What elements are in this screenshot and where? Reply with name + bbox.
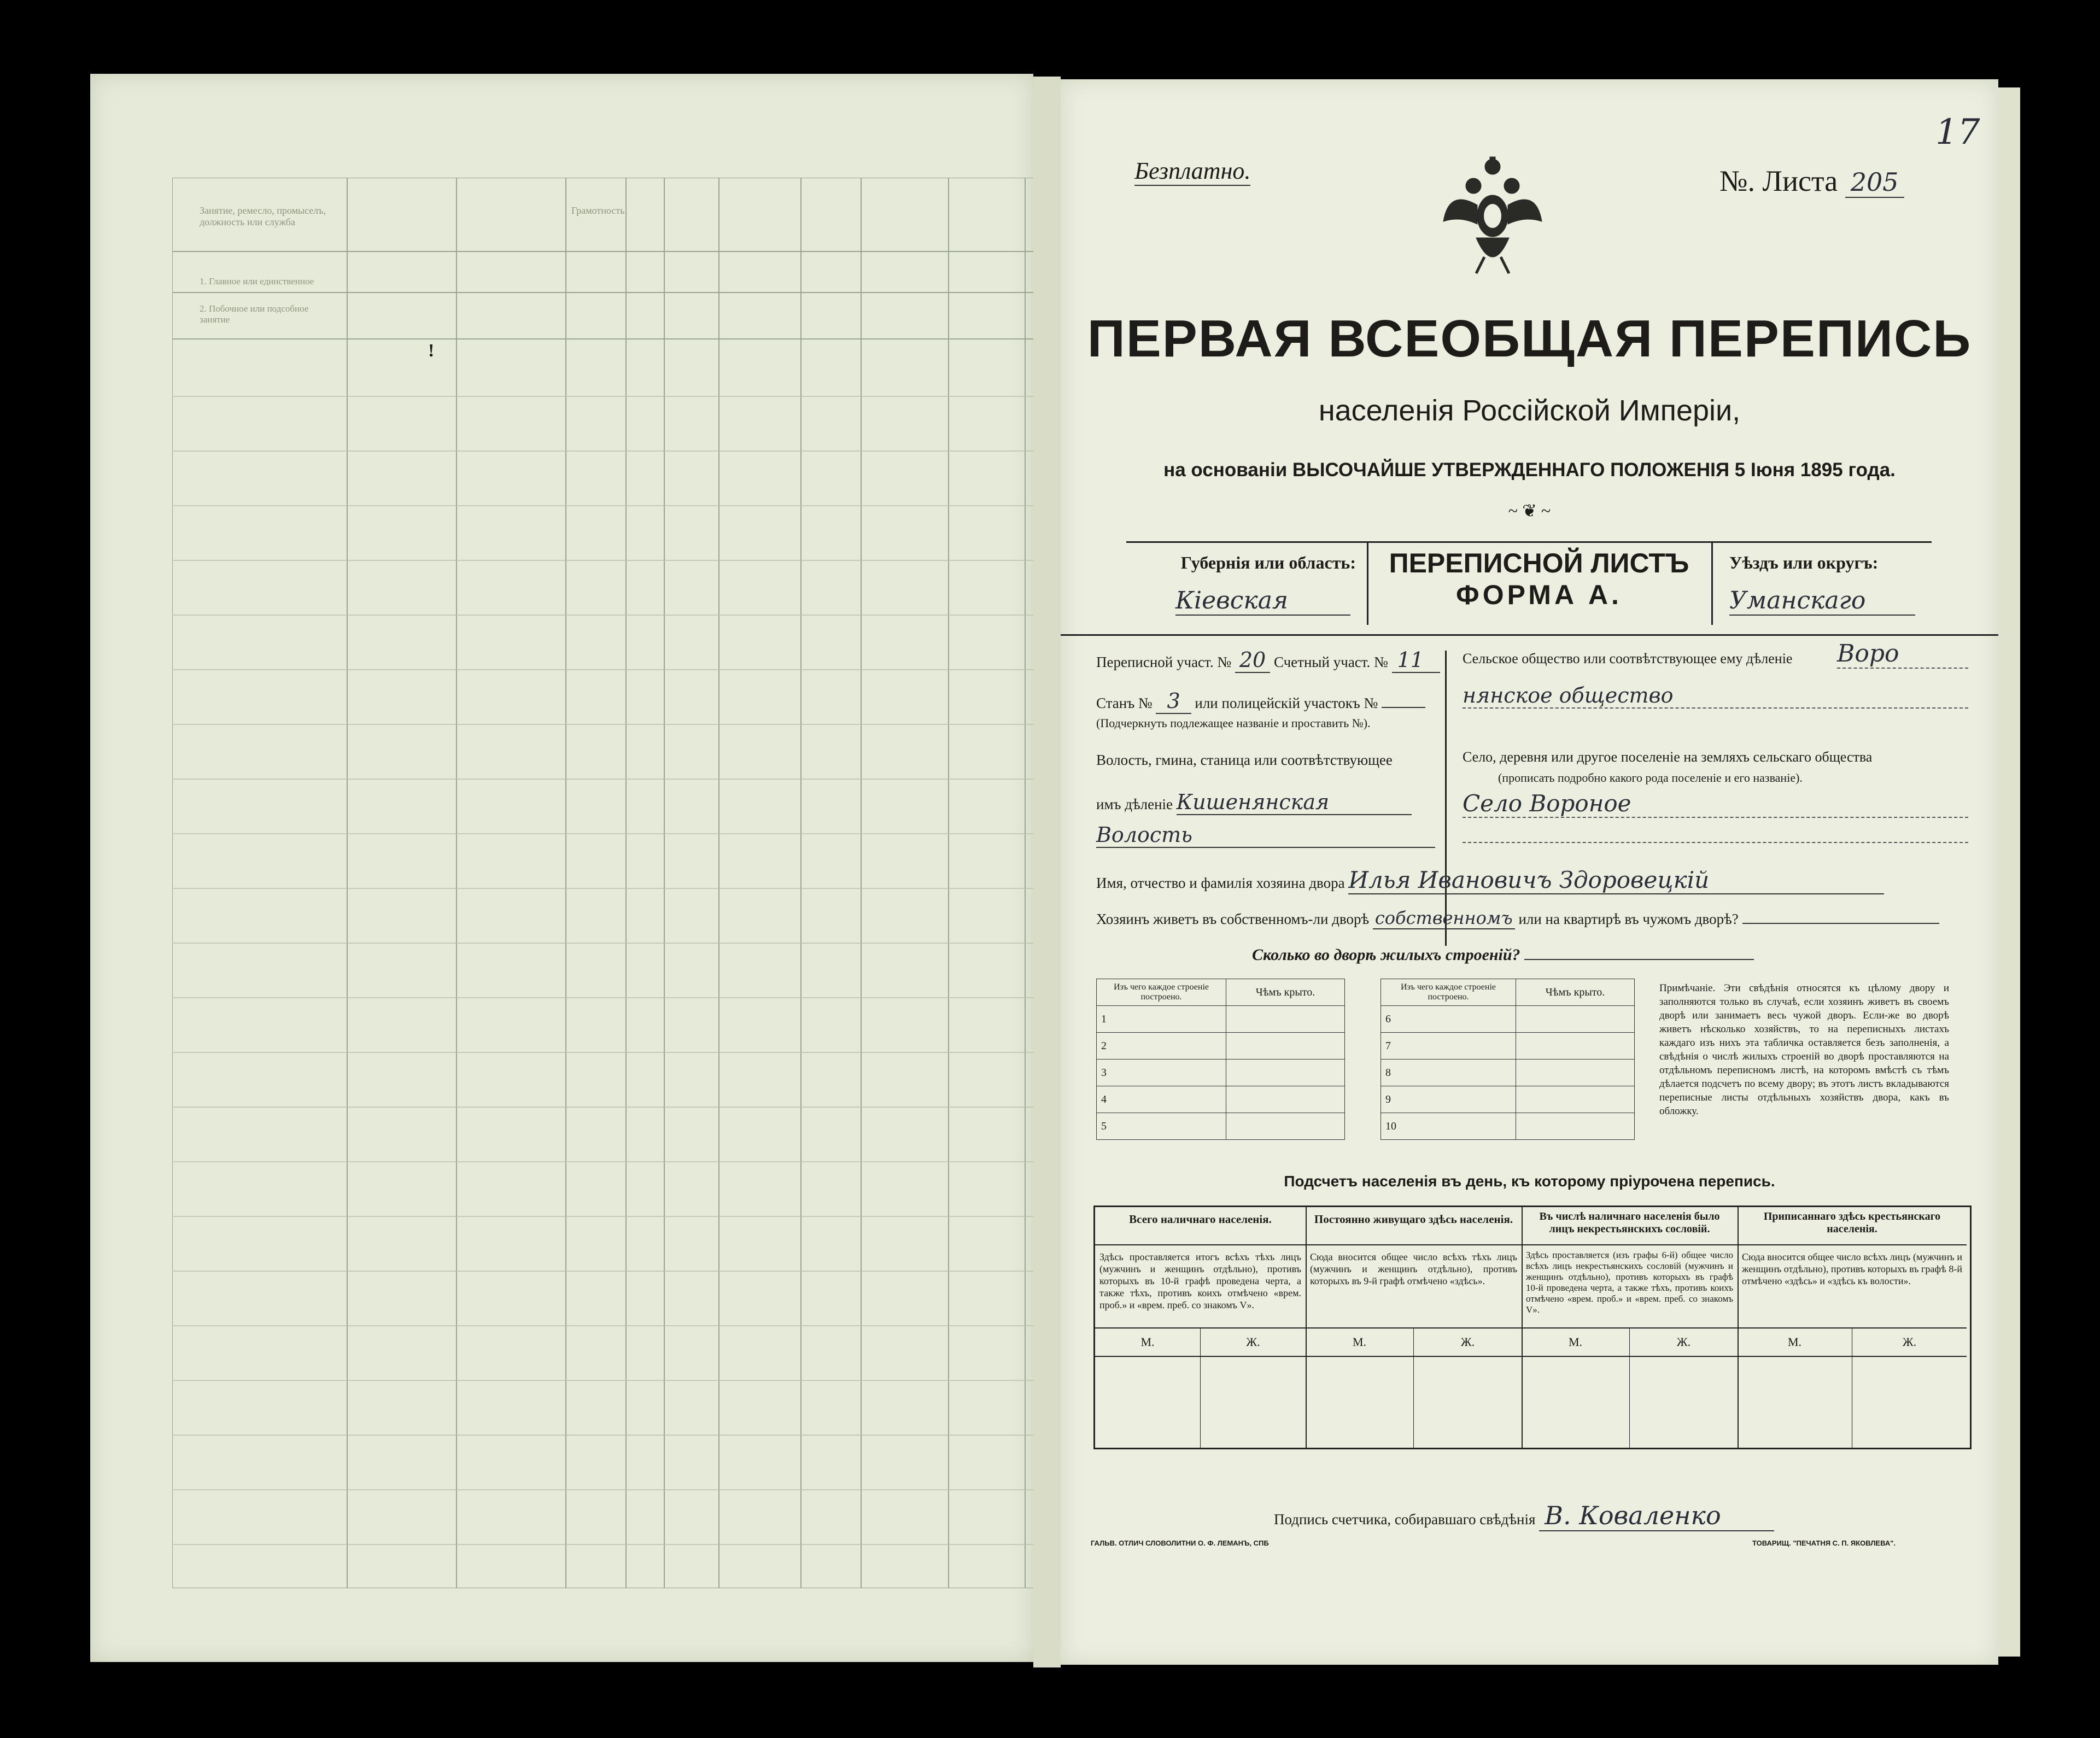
left-subheader-secondary: 2. Побочное или подсобное занятие [200, 303, 309, 325]
count-col-permanent [1306, 1207, 1523, 1448]
bt-row: 2 [1097, 1033, 1226, 1060]
sheet-number-value: 205 [1845, 167, 1904, 198]
perepisnoy-label: Переписной участ. № [1096, 654, 1232, 670]
gubernia-value: Кіевская [1175, 587, 1350, 616]
count-value-row [1738, 1357, 1967, 1448]
left-subheader-main: 1. Главное или единственное [200, 276, 314, 286]
census-form-page [1061, 79, 1998, 1665]
document-title: ПЕРВАЯ ВСЕОБЩАЯ ПЕРЕПИСЬ [1087, 309, 1972, 368]
uezd-value: Уманскаго [1729, 587, 1915, 616]
legal-basis: на основаніи ВЫСОЧАЙШЕ УТВЕРЖДЕННАГО ПОЛОЖЕНІЯ 5 Іюня 1895 года. [1163, 459, 1896, 481]
buildings-question-text: Сколько во дворѣ жилыхъ строеній? [1252, 946, 1520, 964]
free-label: Безплатно. [1134, 157, 1250, 186]
count-col-non-peasant [1522, 1207, 1739, 1448]
buildings-table-right [1380, 979, 1635, 1140]
selo-extra-line [1463, 842, 1968, 843]
count-zh-label: Ж. [1902, 1335, 1917, 1349]
bt-row: 6 [1381, 1006, 1516, 1033]
bt-row: 8 [1381, 1060, 1516, 1086]
buildings-table-left [1096, 979, 1345, 1140]
counter-signature: В. Коваленко [1539, 1501, 1774, 1531]
selo-note: (прописать подробно какого рода поселеніе и его названіе). [1498, 771, 1803, 785]
left-page-ruled-grid [172, 178, 1107, 1588]
stan-row [1096, 689, 1425, 713]
count-m-label: М. [1522, 1329, 1630, 1356]
owner-value: Илья Ивановичъ Здоровецкій [1348, 867, 1884, 894]
count-col-header: Въ числѣ наличнаго населенія было лицъ некрестьянскихъ сословій. [1522, 1207, 1738, 1245]
count-m-label: М. [1738, 1329, 1852, 1356]
count-col-text: Сюда вносится общее число всѣхъ лицъ (мужчинъ и женщинъ отдѣльно), противъ которыхъ въ графѣ 8-й отмѣчено «здѣсь» и «здѣсь къ волости». [1742, 1251, 1962, 1286]
left-header-occupation: Занятие, ремесло, промыселъ, должность или служба [200, 205, 326, 227]
count-title: Подсчетъ населенія въ день, къ которому пріурочена перепись. [1284, 1173, 1775, 1190]
bt-row: 3 [1097, 1060, 1226, 1086]
left-pencil-mark: ! [428, 341, 435, 361]
gubernia-box [1126, 541, 1368, 625]
volost-label: Волость, гмина, станица или соотвѣтствующее [1096, 752, 1393, 768]
obshchestvo-label: Сельское общество или соотвѣтствующее ему дѣленіе [1463, 651, 1793, 666]
buildings-note: Примѣчаніе. Эти свѣдѣнія относятся къ цѣлому двору и заполняются только въ случаѣ, если хозяинъ живетъ въ своемъ дворѣ или занимаетъ весь чужой дворъ. Если-же во дворѣ живетъ нѣсколько хозяйствъ, то на переписныхъ листахъ каждаго изъ нихъ эта табличка оставляется безъ заполненія, а свѣдѣнія о числѣ жилыхъ строеній во дворѣ проставляются на отдѣльномъ переписномъ листѣ, на которомъ вмѣстѣ съ тѣмъ дѣлается подсчетъ по всему двору; въ этотъ листъ вкладываются переписные листы отдѣльныхъ хозяйствъ двора, какъ въ обложку. [1659, 982, 1949, 1117]
count-col-text: Здѣсь проставляется (изъ графы 6-й) общее число всѣхъ лицъ некрестьянскихъ сословій (мужчинъ и женщинъ отдѣльно), противъ которыхъ въ графѣ 10-й проведена черта, а также тѣхъ, противъ коихъ отмѣчено «врем. проб.» и «врем. преб. со знакомъ V». [1526, 1250, 1733, 1315]
bt-row: 5 [1097, 1113, 1226, 1140]
form-title-box [1367, 541, 1711, 625]
police-label: или полицейскій участокъ № [1195, 695, 1378, 711]
form-title-line-1: ПЕРЕПИСНОЙ ЛИСТЪ [1389, 548, 1689, 578]
count-mz-row [1095, 1327, 1306, 1357]
handwritten-page-number: 17 [1935, 112, 1980, 153]
count-zh-label: Ж. [1460, 1335, 1475, 1349]
form-header-block [1126, 541, 1930, 623]
count-col-text: Здѣсь проставляется итогъ всѣхъ тѣхъ лицъ (мужчинъ и женщинъ отдѣльно), противъ которыхъ въ 10-й графѣ проведена черта, а также тѣхъ, противъ коихъ отмѣчено «врем. проб.» и «врем. преб. со знакомъ V». [1099, 1251, 1301, 1310]
count-m-label: М. [1306, 1329, 1414, 1356]
obshchestvo-value: Воро [1837, 640, 1968, 669]
count-col-header: Всего наличнаго населенія. [1095, 1207, 1306, 1245]
count-col-header: Постоянно живущаго здѣсь населенія. [1306, 1207, 1522, 1245]
count-value-row [1306, 1357, 1522, 1448]
count-m-label: М. [1095, 1329, 1201, 1356]
document-subtitle: населенія Россійской Имперіи, [1318, 394, 1741, 427]
count-mz-row [1738, 1327, 1967, 1357]
signature-label: Подпись счетчика, собиравшаго свѣдѣнія [1274, 1511, 1536, 1528]
signature-row [1274, 1501, 1774, 1531]
bt-col-material: Изъ чего каждое строеніе построено. [1381, 979, 1516, 1006]
schetny-value: 11 [1392, 648, 1440, 673]
uezd-box [1711, 541, 1932, 625]
count-zh-label: Ж. [1246, 1335, 1260, 1349]
vertical-divider [1445, 651, 1447, 946]
bt-col-roof: Чѣмъ крыто. [1516, 979, 1635, 1006]
count-mz-row [1306, 1327, 1522, 1357]
count-col-header: Приписаннаго здѣсь крестьянскаго населенія. [1738, 1207, 1967, 1245]
lives-row [1096, 908, 1939, 928]
bt-row: 4 [1097, 1086, 1226, 1113]
lives-value: собственномъ [1373, 908, 1515, 929]
selo-label: Село, деревня или другое поселеніе на земляхъ сельскаго общества [1463, 749, 1873, 765]
count-value-row [1095, 1357, 1306, 1448]
count-zh-label: Ж. [1676, 1335, 1691, 1349]
obshchestvo-value-2: нянское общество [1463, 683, 1968, 709]
imperial-eagle-emblem [1438, 156, 1547, 276]
gubernia-label: Губернія или область: [1180, 553, 1356, 572]
underline-instruction: (Подчеркнуть подлежащее названіе и проставить №). [1096, 716, 1371, 730]
volost-value: Кишенянская [1177, 790, 1412, 815]
sheet-number-label: №. Листа [1719, 165, 1838, 197]
schetny-label: Счетный участ. № [1273, 654, 1388, 670]
volost-label-2: имъ дѣленіе [1096, 796, 1173, 812]
stan-value: 3 [1156, 689, 1191, 714]
volost-value-2: Волость [1096, 823, 1435, 848]
book-spine [1033, 77, 1061, 1667]
perepisnoy-value: 20 [1235, 648, 1270, 673]
count-col-text: Сюда вносится общее число всѣхъ тѣхъ лицъ (мужчинъ и женщинъ отдѣльно), противъ которыхъ въ 9-й графѣ отмѣчено «здѣсь». [1310, 1251, 1517, 1286]
selo-value: Село Вороное [1463, 790, 1968, 818]
volost-row [1096, 790, 1412, 815]
buildings-question [1252, 946, 1754, 964]
count-col-total [1095, 1207, 1307, 1448]
owner-row [1096, 867, 1884, 894]
bt-row: 10 [1381, 1113, 1516, 1140]
printer-footer-left: ГАЛЬВ. ОТЛИЧ СЛОВОЛИТНИ О. Ф. ЛЕМАНЪ, СПБ [1091, 1539, 1269, 1547]
lives-label-1: Хозяинъ живетъ въ собственномъ-ли дворѣ [1096, 911, 1370, 927]
stan-label: Станъ № [1096, 695, 1153, 711]
count-mz-row [1522, 1327, 1738, 1357]
bt-row: 1 [1097, 1006, 1226, 1033]
ornament-divider: ~ ❦ ~ [1508, 501, 1551, 520]
uezd-label: Уѣздъ или округъ: [1729, 553, 1879, 572]
owner-label: Имя, отчество и фамилія хозяина двора [1096, 875, 1345, 891]
left-page [90, 74, 1033, 1662]
count-col-assigned [1738, 1207, 1967, 1448]
bt-row: 7 [1381, 1033, 1516, 1060]
bt-col-roof: Чѣмъ крыто. [1226, 979, 1345, 1006]
count-value-row [1522, 1357, 1738, 1448]
perepisnoy-row [1096, 648, 1440, 672]
section-divider-top [1061, 634, 1998, 636]
form-title-line-2: ФОРМА А. [1456, 580, 1622, 610]
left-header-literacy: Грамотность [571, 205, 625, 216]
lives-label-2: или на квартирѣ въ чужомъ дворѣ? [1518, 911, 1739, 927]
sheet-number [1719, 164, 1904, 198]
population-count-table [1093, 1206, 1972, 1449]
bt-col-material: Изъ чего каждое строеніе построено. [1097, 979, 1226, 1006]
bt-row: 9 [1381, 1086, 1516, 1113]
printer-footer-right: ТОВАРИЩ. "ПЕЧАТНЯ С. П. ЯКОВЛЕВА". [1752, 1539, 1896, 1547]
